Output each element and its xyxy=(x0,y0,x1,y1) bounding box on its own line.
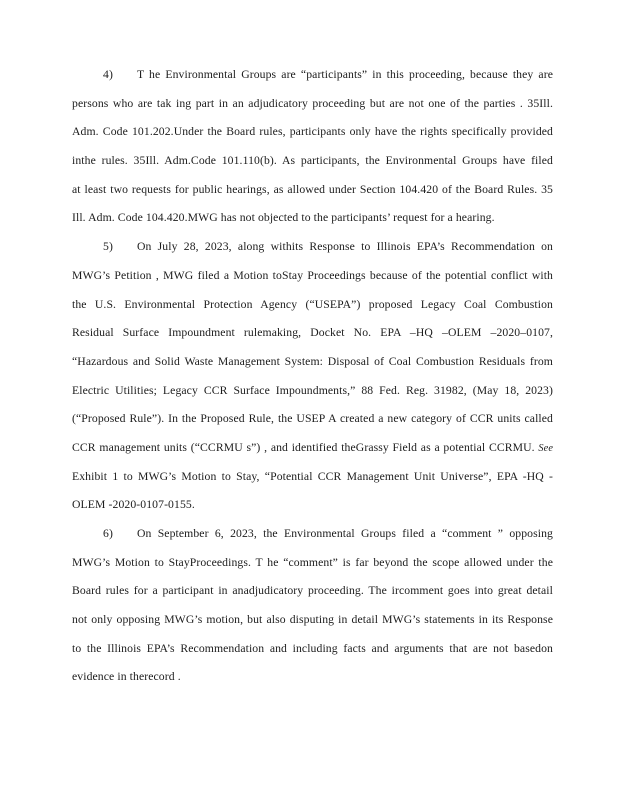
text-line: persons who are tak ing part in an adjudicatory proceeding but are not one of the parties . 35Ill. xyxy=(72,96,553,110)
see-citation: See xyxy=(538,442,553,454)
paragraph-number: 6) xyxy=(103,527,113,540)
paragraph-5 xyxy=(72,233,553,520)
text-line-content: CCR management units (“CCRMU s”) , and identified theGrassy Field as a potential CCRMU. xyxy=(72,440,535,454)
text-line: OLEM -2020-0107-0155. xyxy=(72,498,195,512)
text-line-content: On September 6, 2023, the Environmental Groups filed a “comment ” opposing xyxy=(136,527,553,540)
text-line: not only opposing MWG’s motion, but also disputing in detail MWG’s statements in its Response xyxy=(72,613,553,627)
text-line xyxy=(72,61,553,90)
text-line: MWG’s Motion to StayProceedings. T he “comment” is far beyond the scope allowed under the xyxy=(72,555,553,569)
paragraph-number: 4) xyxy=(103,68,113,81)
text-line: (“Proposed Rule”). In the Proposed Rule, the USEP A created a new category of CCR units called xyxy=(72,412,553,426)
tab-space xyxy=(113,249,137,250)
text-line: Board rules for a participant in anadjudicatory proceeding. The ircomment goes into great detail xyxy=(72,584,553,598)
text-line: Electric Utilities; Legacy CCR Surface Impoundments,” 88 Fed. Reg. 31982, (May 18, 2023) xyxy=(72,383,553,397)
paragraph-6 xyxy=(72,520,553,692)
text-line: the U.S. Environmental Protection Agency (“USEPA”) proposed Legacy Coal Combustion xyxy=(72,297,553,311)
text-line: Ill. Adm. Code 104.420.MWG has not objected to the participants’ request for a hearing. xyxy=(72,211,495,225)
text-line: inthe rules. 35Ill. Adm.Code 101.110(b). As participants, the Environmental Groups have filed xyxy=(72,154,553,168)
text-line: at least two requests for public hearings, as allowed under Section 104.420 of the Board Rules. 35 xyxy=(72,182,553,196)
tab-space xyxy=(113,536,137,537)
document-text xyxy=(72,61,553,692)
text-line: evidence in therecord . xyxy=(72,670,181,684)
paragraph-4 xyxy=(72,61,553,233)
text-line xyxy=(72,434,553,463)
text-line: to the Illinois EPA’s Recommendation and including facts and arguments that are not basedon xyxy=(72,641,553,655)
text-line xyxy=(72,520,553,549)
text-line: “Hazardous and Solid Waste Management System: Disposal of Coal Combustion Residuals from xyxy=(72,354,553,368)
text-line-content: On July 28, 2023, along withits Response to Illinois EPA’s Recommendation on xyxy=(136,240,553,254)
text-line: Residual Surface Impoundment rulemaking, Docket No. EPA –HQ –OLEM –2020–0107, xyxy=(72,326,553,340)
text-line: Exhibit 1 to MWG’s Motion to Stay, “Potential CCR Management Unit Universe”, EPA -HQ - xyxy=(72,469,553,483)
text-line-content: T he Environmental Groups are “participants” in this proceeding, because they are xyxy=(136,68,553,81)
tab-space xyxy=(113,77,137,78)
text-line xyxy=(72,233,553,262)
paragraph-number: 5) xyxy=(103,240,113,254)
text-line: MWG’s Petition , MWG filed a Motion toStay Proceedings because of the potential conflict with xyxy=(72,268,553,282)
text-line: Adm. Code 101.202.Under the Board rules, participants only have the rights specifically provided xyxy=(72,125,553,139)
